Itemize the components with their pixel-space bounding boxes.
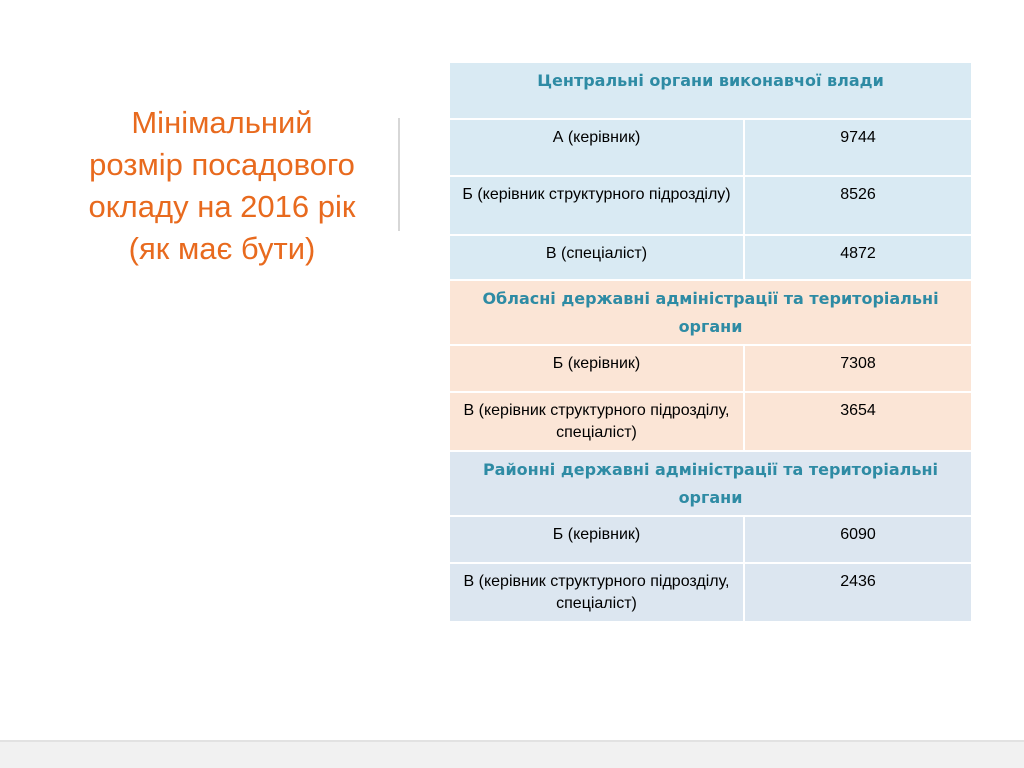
group-header-label: Районні державні адміністрації та територіальні органи (449, 451, 972, 516)
slide-title (52, 102, 392, 270)
position-cell: В (спеціаліст) (449, 235, 744, 280)
table-row (449, 345, 972, 392)
amount-cell: 3654 (744, 392, 972, 451)
amount-cell: 2436 (744, 563, 972, 622)
table-row (449, 392, 972, 451)
table-row (449, 563, 972, 622)
title-line: розмір посадового (89, 147, 355, 182)
position-cell: А (керівник) (449, 119, 744, 176)
position-cell: Б (керівник) (449, 345, 744, 392)
footer-bar (0, 740, 1024, 768)
position-cell: Б (керівник структурного підрозділу) (449, 176, 744, 235)
position-cell: Б (керівник) (449, 516, 744, 563)
group-header-oblast (449, 280, 972, 345)
title-line: окладу на 2016 рік (88, 189, 356, 224)
title-line: Мінімальний (131, 105, 313, 140)
table-row (449, 516, 972, 563)
salary-table (448, 61, 973, 623)
amount-cell: 4872 (744, 235, 972, 280)
table-row (449, 235, 972, 280)
group-header-central (449, 62, 972, 119)
group-header-raion (449, 451, 972, 516)
amount-cell: 9744 (744, 119, 972, 176)
group-header-label: Центральні органи виконавчої влади (449, 62, 972, 119)
title-line: (як має бути) (128, 231, 316, 266)
amount-cell: 6090 (744, 516, 972, 563)
position-cell: В (керівник структурного підрозділу, спеціаліст) (449, 563, 744, 622)
table-row (449, 176, 972, 235)
vertical-divider (398, 118, 400, 231)
group-header-label: Обласні державні адміністрації та територіальні органи (449, 280, 972, 345)
table-row (449, 119, 972, 176)
position-cell: В (керівник структурного підрозділу, спеціаліст) (449, 392, 744, 451)
amount-cell: 8526 (744, 176, 972, 235)
amount-cell: 7308 (744, 345, 972, 392)
